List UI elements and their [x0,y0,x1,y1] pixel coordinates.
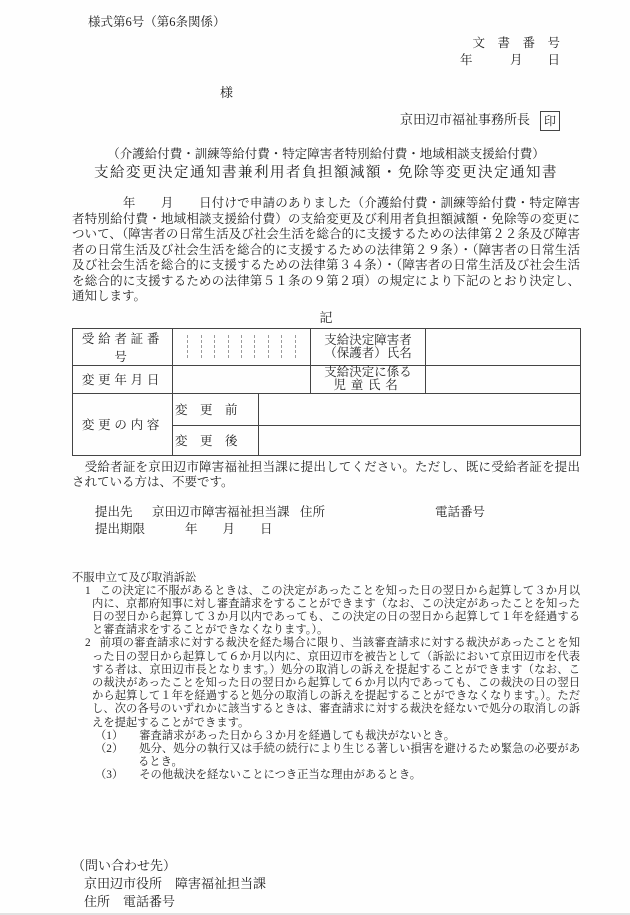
document-meta-block [72,35,580,69]
issuer-line [72,110,580,131]
appeal-heading: 不服申立て及び取消訴訟 [72,571,197,584]
decision-table [72,328,581,456]
submission-note: 受給者証を京田辺市障害福祉担当課に提出してください。ただし、既に受給者証を提出されている方は、不要です。 [72,459,580,490]
destination-label: 提出先 [95,504,133,519]
child-name-label: 支給決定に係る 児童氏名 [311,365,426,393]
deadline-label: 提出期限 [95,521,146,536]
appeal-subitem-1: （1） 審査請求があった日から３か月を経過しても裁決がないとき。 [95,729,456,742]
submission-deadline-line [95,521,580,538]
contact-address-phone: 住所 電話番号 [84,893,176,909]
recipient-number-label: 受給者証番号 [73,328,173,365]
recipient-number-digit-boxes [175,335,308,358]
change-content-label: 変更の内容 [73,393,173,455]
submission-destination-line [95,504,580,521]
phone-label: 電話番号 [435,504,486,519]
grantee-name-value-cell [426,328,581,365]
body-paragraph: 年 月 日付けで申請のありました（介護給付費・訓練等給付費・特定障害者特別給付費・地域相談支援給付費）の支給変更及び利用者負担額減額・免除等の変更について、（障害者の日常生活及び社会生活を総合的に支援するための法律第２２条及び障害者の日常生活及び社会生活を総合的に支援するための法律第２９条）・（障害者の日常生活及び社会生活を総合的に支援するための法律第３４条）・（障害者の日常生活及び社会生活を総合的に支援するための法律第５１条の９第２項）の規定により下記のとおり決定し、通知します。 [72,196,580,304]
appeal-item-1: 1 この決定に不服があるときは、この決定があったことを知った日の翌日から起算して３か月以内に、京都府知事に対し審査請求をすることができます（なお、この決定があったことを知った日の翌日から起算して３か月以内であっても、この決定の日の翌日から起算して１年を経過すると審査請求をすることができなくなります。）。 [85,584,580,637]
child-name-value-cell [426,365,581,393]
form-number: 様式第6号（第6条関係） [88,15,226,29]
contact-section [72,857,580,911]
addressee-line: 様 [220,85,234,100]
after-value-cell [259,425,581,455]
document-subtitle: （介護給付費・訓練等給付費・特定障害者特別給付費・地域相談支援給付費） [107,147,545,162]
document-title: 支給変更決定通知書兼利用者負担額減額・免除等変更決定通知書 [94,165,558,182]
contact-heading: （問い合わせ先） [72,857,177,873]
appeal-section [72,571,580,783]
doc-date-line: 年 月 日 [459,53,560,67]
issuer-title: 京田辺市福祉事務所長 [399,112,530,127]
ki-marker: 記 [319,309,333,325]
after-label: 変 更 後 [173,425,259,455]
deadline-date: 年 月 日 [185,521,273,536]
before-label: 変 更 前 [173,393,259,425]
change-date-label: 変更年月日 [73,365,173,393]
contact-office: 京田辺市役所 障害福祉担当課 [84,875,267,891]
appeal-subitem-3: （3） その他裁決を経ないことにつき正当な理由があるとき。 [95,769,421,782]
change-date-value-cell [173,365,311,393]
address-label: 住所 [300,504,326,519]
appeal-item-2: 2 前項の審査請求に対する裁決を経た場合に限り、当該審査請求に対する裁決があったことを知った日の翌日から起算して６か月以内に、京田辺市を被告として（訴訟において京田辺市を代表する者は、京田辺市長となります。）処分の取消しの訴えを提起することができます（なお、この裁決があったことを知った日の翌日から起算して６か月以内であっても、この裁決の日の翌日から起算して１年を経過すると処分の取消しの訴えを提起することができなくなります。）。ただし、次の各号のいずれかに該当するときは、審査請求に対する裁決を経ないで処分の取消しの訴えを提起することができます。 [85,637,580,729]
submission-block [95,504,580,538]
destination-value: 京田辺市障害福祉担当課 [152,504,290,519]
before-value-cell [259,393,581,425]
appeal-subitem-2: （2） 処分、処分の執行又は手続の続行により生じる著しい損害を避けるため緊急の必要があるとき。 [95,742,580,769]
seal-stamp: 印 [540,111,560,131]
grantee-name-label: 支給決定障害者 （保護者）氏名 [311,328,426,365]
doc-number-label: 文 書 番 号 [472,36,560,50]
recipient-number-value-cell [173,328,311,365]
